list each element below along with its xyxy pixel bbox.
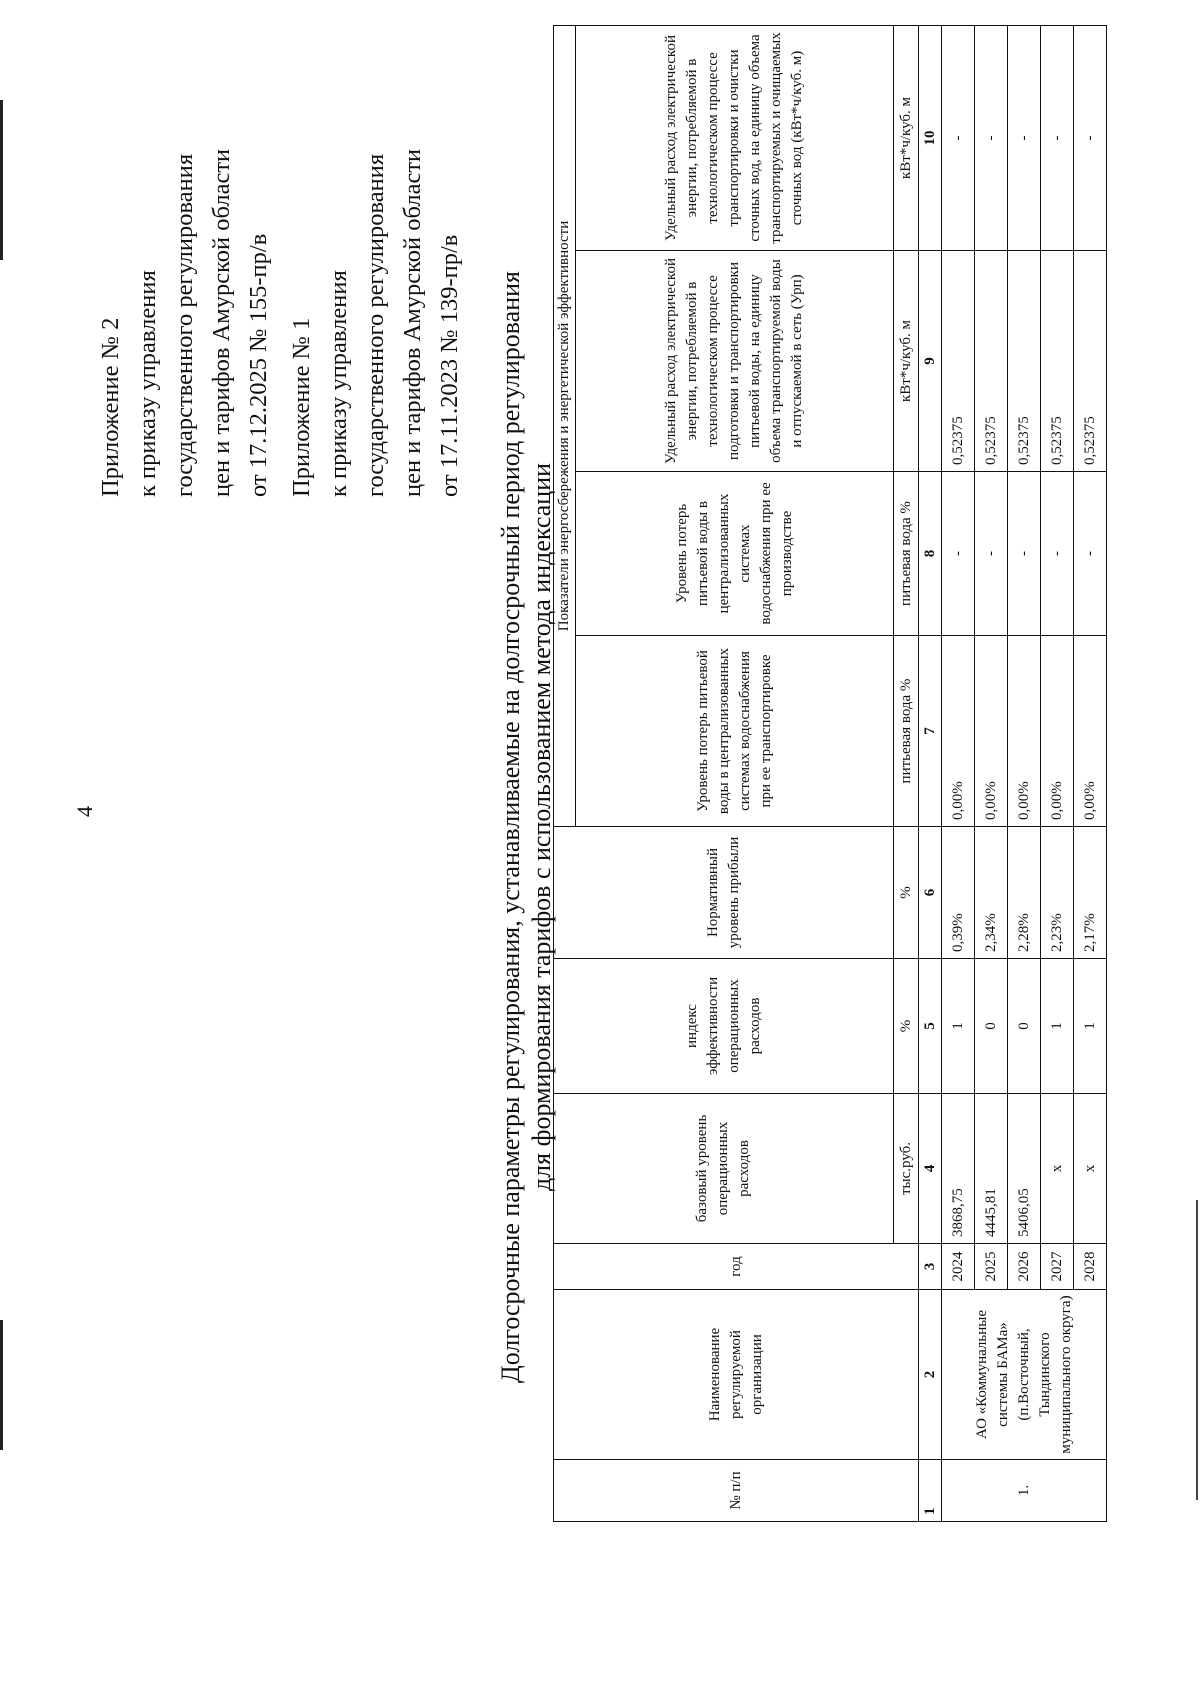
table-row	[942, 25, 975, 1521]
appendix-1-block	[283, 149, 468, 497]
cell-year: 2025	[975, 1244, 1008, 1290]
appendix-2-line: от 17.12.2025 № 155-пр/в	[245, 233, 272, 497]
cell-base: 4445,81	[975, 1094, 1008, 1244]
column-number: 5	[919, 959, 942, 1094]
header-profit-level: Нормативный уровень прибыли	[554, 827, 894, 959]
cell-energy-sewage: -	[942, 25, 975, 250]
cell-loss-production: -	[1008, 472, 1041, 636]
unit-profit: %	[894, 827, 919, 959]
header-base-costs: базовый уровень операционных расходов	[554, 1094, 894, 1244]
document-title-line: Долгосрочные параметры регулирования, устанавливаемые на долгосрочный период регулирования	[496, 270, 525, 1384]
cell-index: 1	[942, 959, 975, 1094]
column-number: 8	[919, 472, 942, 636]
cell-energy-water: 0,52375	[1008, 251, 1041, 472]
cell-profit: 2,23%	[1041, 827, 1074, 959]
cell-loss-production: -	[975, 472, 1008, 636]
appendix-1-line: государственного регулирования	[362, 153, 389, 497]
cell-loss-transport: 0,00%	[942, 636, 975, 827]
header-energy-group: Показатели энергосбережения и энергетической эффективности	[554, 25, 576, 826]
appendix-2-line: государственного регулирования	[171, 153, 198, 497]
cell-base: x	[1041, 1094, 1074, 1244]
header-efficiency-index: индекс эффективности операционных расходов	[554, 959, 894, 1094]
header-loss-production: Уровень потерь питьевой воды в централизованных системах водоснабжения при ее производстве	[576, 472, 894, 636]
cell-loss-transport: 0,00%	[1041, 636, 1074, 827]
unit-loss-production: питьевая вода %	[894, 472, 919, 636]
cell-base: 3868,75	[942, 1094, 975, 1244]
column-number: 9	[919, 251, 942, 472]
cell-profit: 2,28%	[1008, 827, 1041, 959]
unit-energy-water: кВт*ч/куб. м	[894, 251, 919, 472]
cell-energy-water: 0,52375	[1074, 251, 1107, 472]
cell-index: 0	[975, 959, 1008, 1094]
organization-name: АО «Коммунальные системы БАМа» (п.Восточный, Тындинского муниципального округа)	[942, 1290, 1107, 1460]
header-org-name: Наименование регулируемой организации	[554, 1290, 919, 1460]
appendix-1-line: к приказу управления	[325, 270, 352, 497]
column-number: 1	[919, 1460, 942, 1522]
cell-year: 2026	[1008, 1244, 1041, 1290]
cell-energy-sewage: -	[975, 25, 1008, 250]
column-number: 7	[919, 636, 942, 827]
header-energy-sewage: Удельный расход электрической энергии, потребляемой в технологическом процессе транспортировки и очистки сточных вод, на единицу объема транспортируемых и очищаемых сточных вод (кВт*ч/куб. м)	[576, 25, 894, 250]
cell-year: 2027	[1041, 1244, 1074, 1290]
unit-loss-transport: питьевая вода %	[894, 636, 919, 827]
column-number: 2	[919, 1290, 942, 1460]
cell-index: 1	[1041, 959, 1074, 1094]
appendix-2-line: цен и тарифов Амурской области	[208, 148, 235, 497]
cell-loss-production: -	[1074, 472, 1107, 636]
cell-energy-water: 0,52375	[942, 251, 975, 472]
cell-loss-transport: 0,00%	[1074, 636, 1107, 827]
cell-index: 0	[1008, 959, 1041, 1094]
cell-index: 1	[1074, 959, 1107, 1094]
cell-energy-water: 0,52375	[975, 251, 1008, 472]
appendix-2-line: к приказу управления	[134, 270, 161, 497]
column-number: 6	[919, 827, 942, 959]
cell-loss-transport: 0,00%	[1008, 636, 1041, 827]
row-number: 1.	[942, 1460, 1107, 1522]
unit-energy-sewage: кВт*ч/куб. м	[894, 25, 919, 250]
cell-energy-sewage: -	[1008, 25, 1041, 250]
cell-base: 5406,05	[1008, 1094, 1041, 1244]
appendix-1-line: цен и тарифов Амурской области	[399, 148, 426, 497]
appendix-1-line: от 17.11.2023 № 139-пр/в	[436, 234, 463, 497]
cell-year: 2024	[942, 1244, 975, 1290]
cell-energy-sewage: -	[1041, 25, 1074, 250]
cell-loss-production: -	[942, 472, 975, 636]
page-number: 4	[72, 806, 97, 817]
appendix-2-line: Приложение № 2	[97, 317, 124, 497]
cell-loss-production: -	[1041, 472, 1074, 636]
cell-year: 2028	[1074, 1244, 1107, 1290]
cell-profit: 2,34%	[975, 827, 1008, 959]
cell-profit: 0,39%	[942, 827, 975, 959]
cell-energy-sewage: -	[1074, 25, 1107, 250]
document-title-line: для формирования тарифов с использованием метода индексации	[527, 462, 556, 1192]
column-number: 4	[919, 1094, 942, 1244]
header-energy-water: Удельный расход электрической энергии, потребляемой в технологическом процессе подготовки и транспортировки питьевой воды, на единицу объема транспортируемой воды и отпускаемой в сеть (Урп)	[576, 251, 894, 472]
column-number: 10	[919, 25, 942, 250]
column-number: 3	[919, 1244, 942, 1290]
unit-base: тыс.руб.	[894, 1094, 919, 1244]
header-year: год	[554, 1244, 919, 1290]
header-num: № п/п	[554, 1460, 919, 1522]
unit-index: %	[894, 959, 919, 1094]
cell-base: x	[1074, 1094, 1107, 1244]
cell-energy-water: 0,52375	[1041, 251, 1074, 472]
header-loss-transport: Уровень потерь питьевой воды в централизованных системах водоснабжения при ее транспортировке	[576, 636, 894, 827]
appendix-2-block	[92, 149, 277, 497]
appendix-1-line: Приложение № 1	[288, 317, 315, 497]
regulation-parameters-table	[553, 25, 1107, 1522]
cell-profit: 2,17%	[1074, 827, 1107, 959]
cell-loss-transport: 0,00%	[975, 636, 1008, 827]
